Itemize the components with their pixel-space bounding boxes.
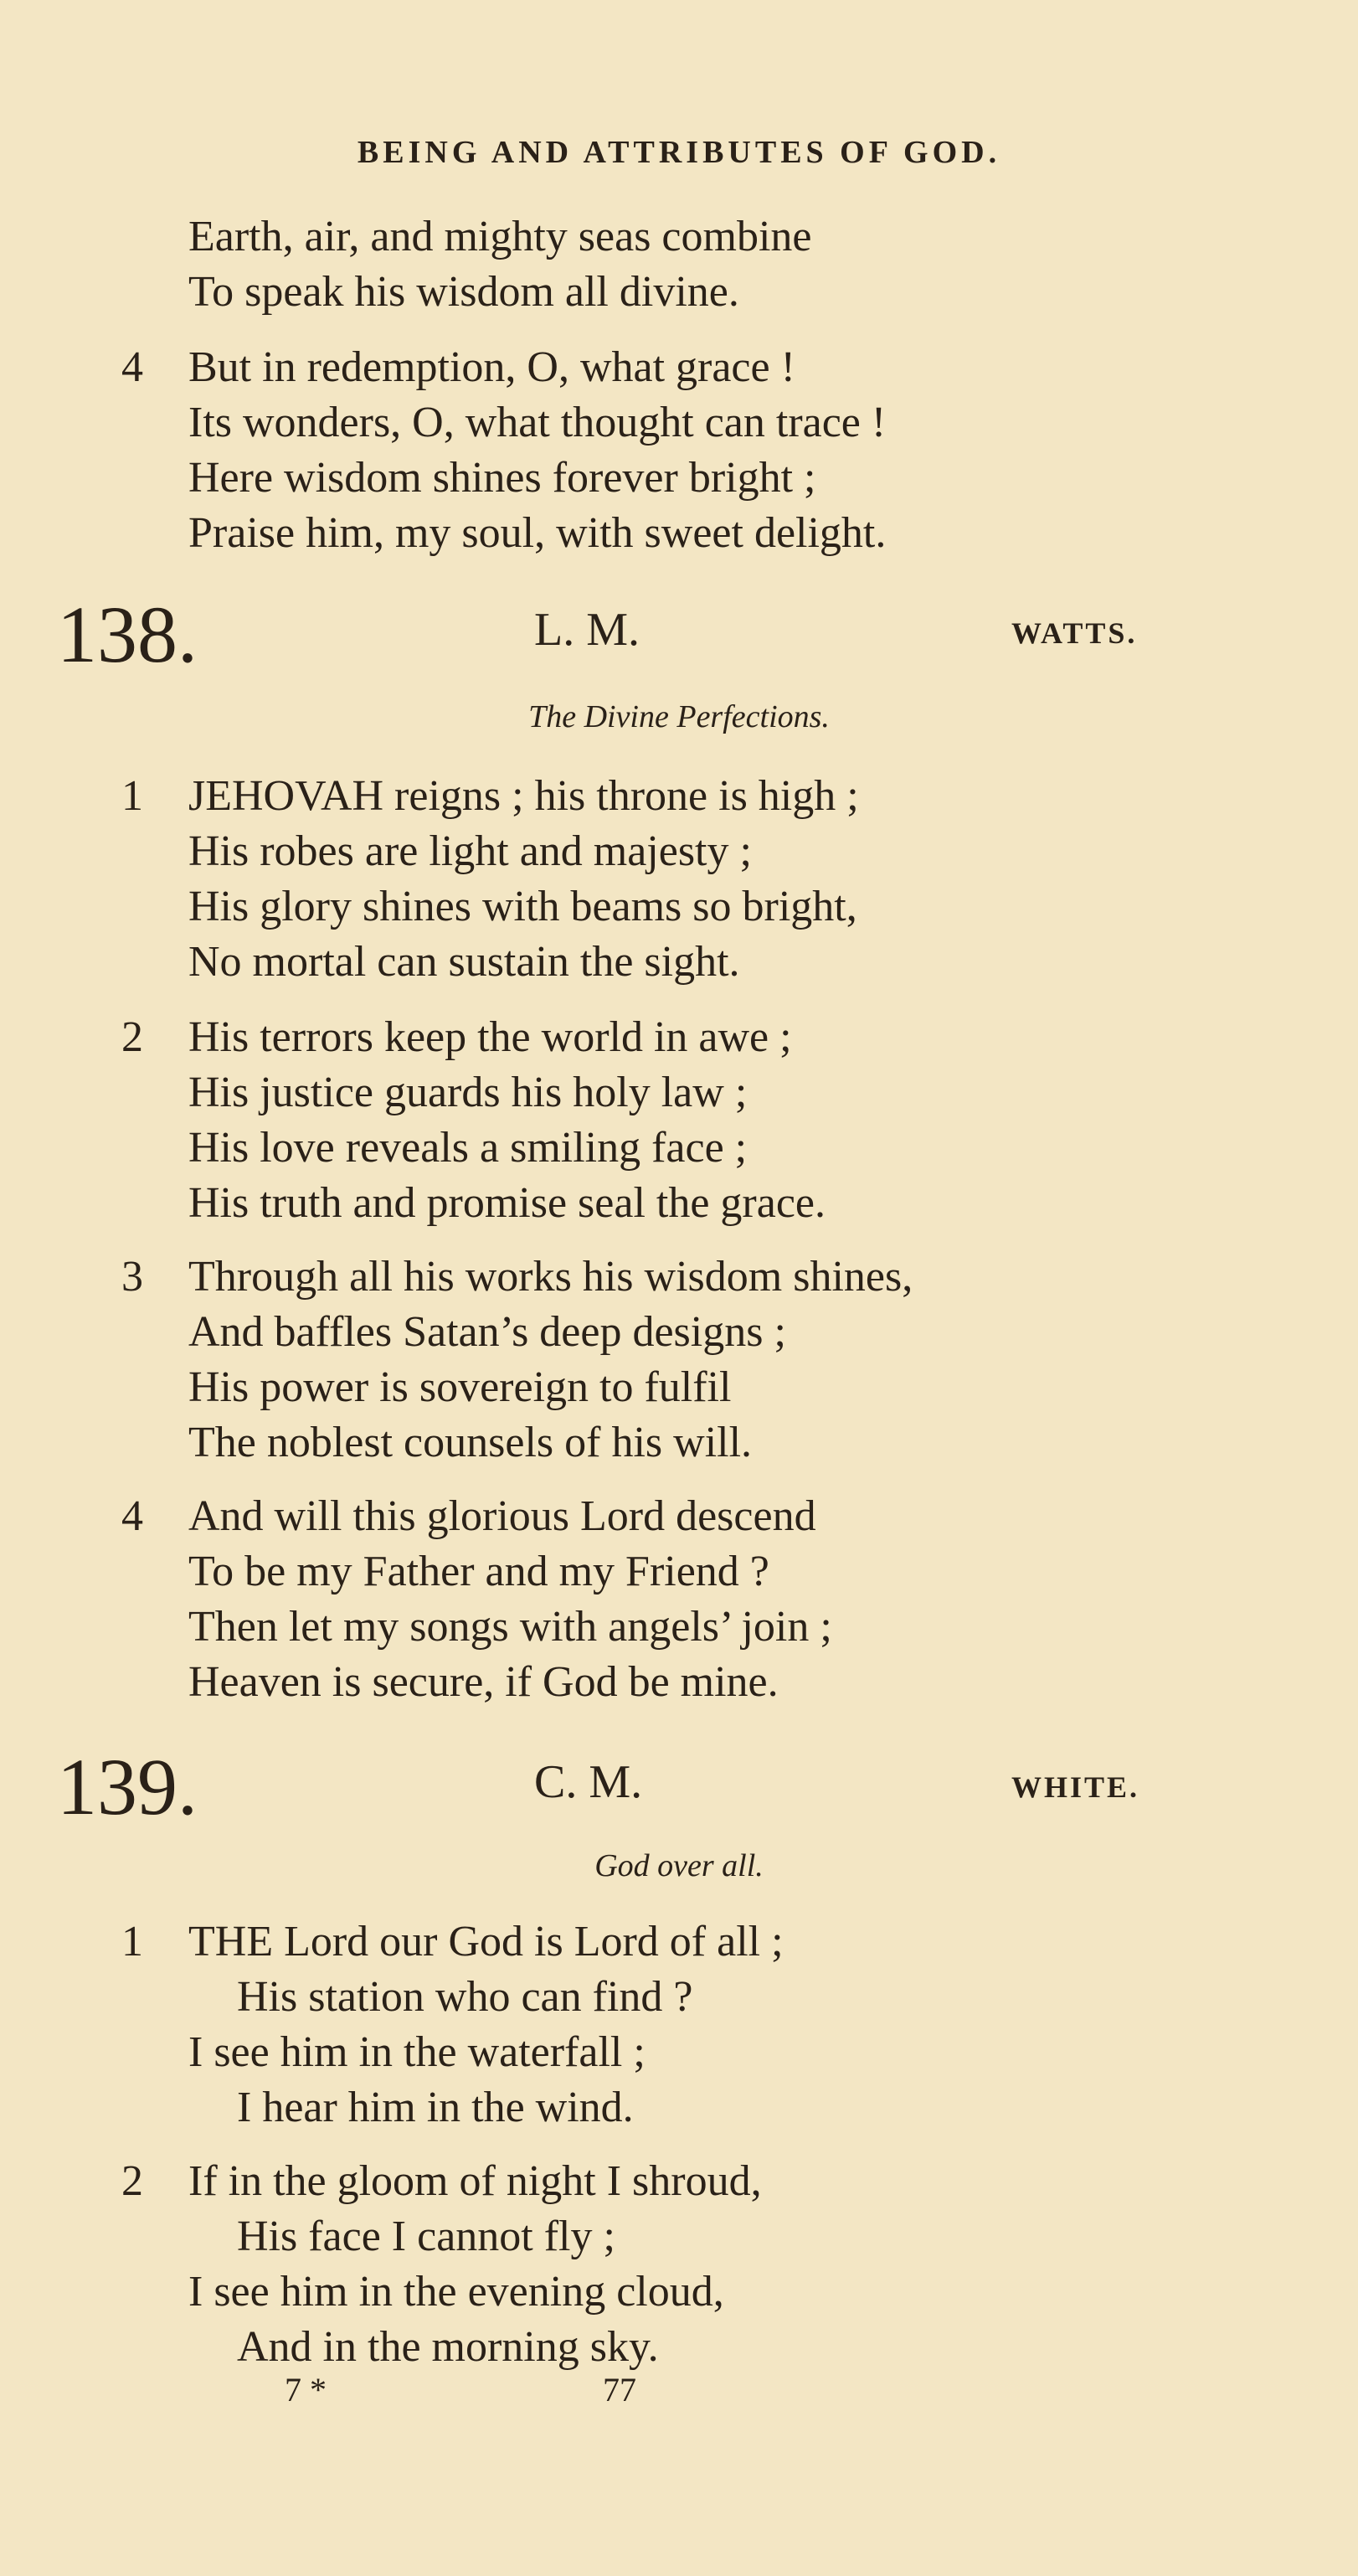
verse-line: His robes are light and majesty ; [188,827,752,875]
verse-line: His station who can find ? [237,1973,693,2021]
stanza-number: 4 [121,1492,143,1540]
stanza-number: 2 [121,1013,143,1061]
verse-line: I see him in the waterfall ; [188,2028,646,2076]
hymn-number: 138. [57,590,198,679]
verse-line: Here wisdom shines forever bright ; [188,454,816,502]
signature-mark: 7 * [285,2371,327,2409]
hymn-author: WHITE. [1011,1770,1140,1804]
running-head: BEING AND ATTRIBUTES OF GOD. [357,135,1001,170]
verse-line: His face I cannot fly ; [237,2213,615,2260]
verse-line: Its wonders, O, what thought can trace ! [188,399,887,446]
verse-line: His power is sovereign to fulfil [188,1363,732,1411]
verse-line: To speak his wisdom all divine. [188,268,739,316]
stanza-number: 4 [121,343,143,391]
verse-line: His terrors keep the world in awe ; [188,1013,792,1061]
verse-line: Then let my songs with angels’ join ; [188,1603,832,1651]
verse-line: And baffles Satan’s deep designs ; [188,1308,786,1356]
verse-line: And in the morning sky. [237,2323,659,2371]
verse-line: Praise him, my soul, with sweet delight. [188,509,887,557]
verse-line: Through all his works his wisdom shines, [188,1253,913,1301]
stanza-number: 1 [121,1918,143,1965]
verse-line: If in the gloom of night I shroud, [188,2157,762,2205]
verse-line: The noblest counsels of his will. [188,1419,753,1466]
hymn-meter: C. M. [534,1756,643,1808]
verse-line: I hear him in the wind. [237,2084,634,2131]
verse-line: No mortal can sustain the sight. [188,938,740,986]
stanza-number: 3 [121,1253,143,1301]
hymn-number: 139. [57,1742,198,1832]
hymn-author: WATTS. [1011,616,1138,650]
verse-line: THE Lord our God is Lord of all ; [188,1918,784,1965]
verse-line: Earth, air, and mighty seas combine [188,213,812,260]
hymn-title: The Divine Perfections. [528,699,830,734]
verse-line: To be my Father and my Friend ? [188,1548,769,1595]
verse-line: His love reveals a smiling face ; [188,1124,748,1172]
verse-line: His justice guards his holy law ; [188,1069,748,1116]
verse-line: Heaven is secure, if God be mine. [188,1658,779,1706]
verse-line: His truth and promise seal the grace. [188,1179,826,1227]
verse-line: JEHOVAH reigns ; his throne is high ; [188,772,859,820]
hymn-meter: L. M. [534,604,640,656]
page-number: 77 [603,2371,636,2409]
stanza-number: 1 [121,772,143,820]
verse-line: But in redemption, O, what grace ! [188,343,795,391]
verse-line: I see him in the evening cloud, [188,2268,724,2316]
verse-line: And will this glorious Lord descend [188,1492,816,1540]
verse-line: His glory shines with beams so bright, [188,883,857,930]
stanza-number: 2 [121,2157,143,2205]
hymn-title: God over all. [594,1848,764,1883]
